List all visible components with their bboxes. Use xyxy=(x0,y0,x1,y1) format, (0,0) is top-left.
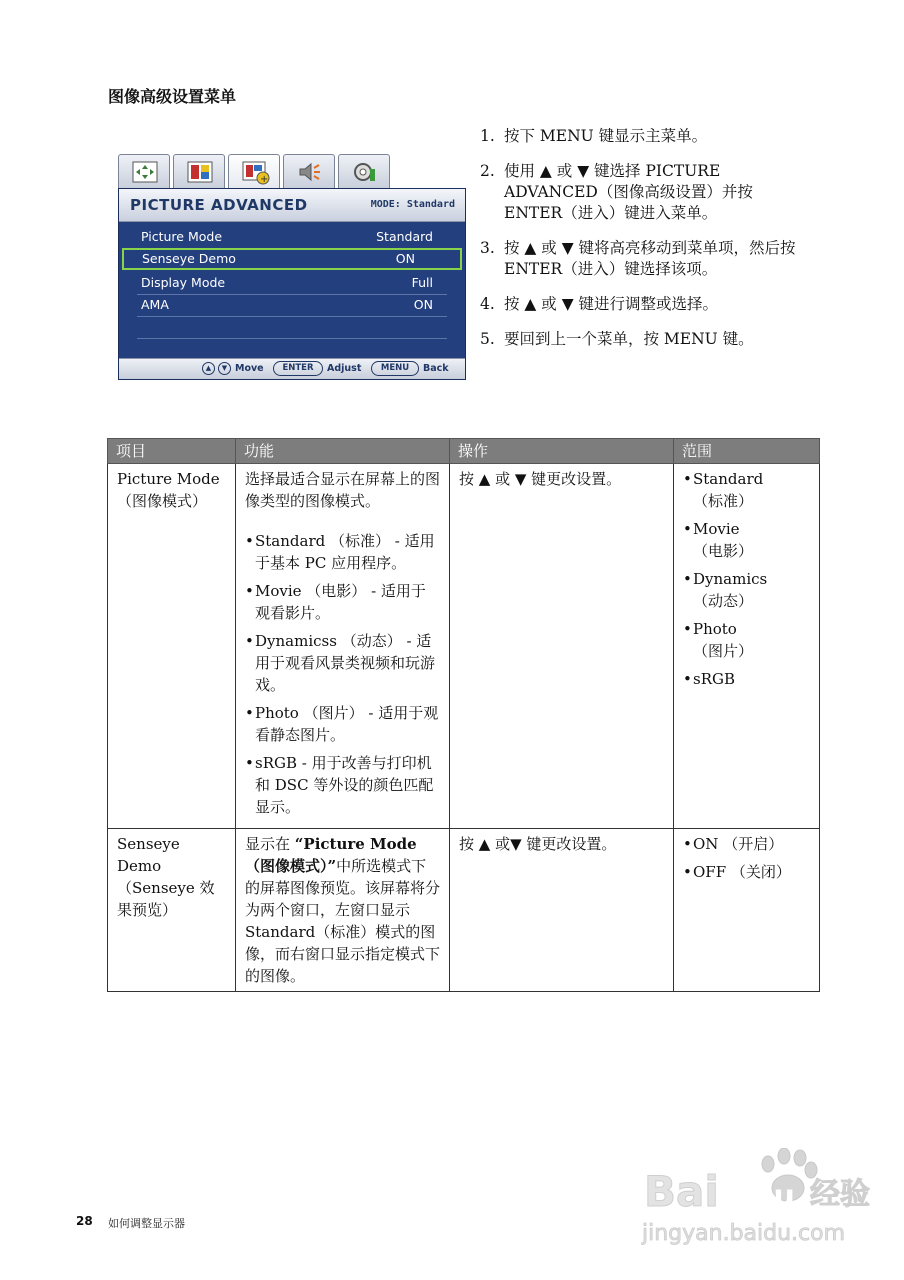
function-cell xyxy=(236,464,450,829)
range-cell xyxy=(674,829,820,992)
range-option-name: Movie xyxy=(693,520,740,538)
operation-cell xyxy=(450,464,674,829)
range-option-cn: （图片） xyxy=(693,642,754,660)
down-arrow-icon: ▼ xyxy=(218,362,231,375)
osd-mode-label: MODE: Standard xyxy=(370,199,455,210)
range-option xyxy=(683,668,810,690)
range-option-name: Dynamics xyxy=(693,570,768,588)
baidu-watermark-logo xyxy=(640,1148,876,1248)
osd-row-value: Standard xyxy=(376,229,433,244)
osd-row-label: AMA xyxy=(141,297,169,312)
item-subtitle: （Senseye 效果预览） xyxy=(117,879,215,919)
section-title: 图像高级设置菜单 xyxy=(108,87,237,106)
osd-header xyxy=(119,189,465,222)
osd-row-ama[interactable] xyxy=(137,294,447,317)
osd-row-label: Senseye Demo xyxy=(142,251,236,266)
function-bullet: • Movie （电影） - 适用于观看影片。 xyxy=(245,580,440,624)
osd-row-value: Full xyxy=(411,275,433,290)
step-number: 2. xyxy=(480,162,495,180)
svg-text:du: du xyxy=(752,1179,795,1214)
range-option-name: Photo xyxy=(693,620,737,638)
header-range: 范围 xyxy=(674,439,820,464)
back-hint: Back xyxy=(423,363,449,374)
osd-panel xyxy=(118,188,466,380)
range-cell xyxy=(674,464,820,829)
step-number: 3. xyxy=(480,239,495,257)
item-subtitle: （图像模式） xyxy=(117,492,208,510)
osd-row-empty xyxy=(137,316,447,339)
table-row xyxy=(108,829,820,992)
picture-advanced-icon xyxy=(228,154,280,190)
step-item xyxy=(480,329,810,350)
range-option xyxy=(683,468,810,512)
osd-row-value: ON xyxy=(413,297,433,312)
step-item xyxy=(480,161,810,224)
svg-text:jingyan.baidu.com: jingyan.baidu.com xyxy=(642,1221,846,1246)
page-number: 28 xyxy=(76,1214,93,1228)
step-item xyxy=(480,238,810,280)
header-operation: 操作 xyxy=(450,439,674,464)
function-bullet: • sRGB - 用于改善与打印机和 DSC 等外设的颜色匹配显示。 xyxy=(245,752,440,818)
range-option xyxy=(683,568,810,612)
range-option-name: Standard xyxy=(693,470,764,488)
function-text: 显示在 xyxy=(245,835,291,853)
function-bullet: • Photo （图片） - 适用于观看静态图片。 xyxy=(245,702,440,746)
range-option-cn: （电影） xyxy=(693,542,754,560)
range-option-cn: （动态） xyxy=(693,592,754,610)
enter-key: ENTER xyxy=(273,361,323,376)
osd-row-display-mode[interactable] xyxy=(137,272,447,295)
osd-title: PICTURE ADVANCED xyxy=(130,196,308,214)
display-icon xyxy=(118,154,170,188)
step-text: 按 ▲ 或 ▼ 键将高亮移动到菜单项，然后按 ENTER（进入）键选择该项。 xyxy=(504,239,796,278)
svg-text:经验: 经验 xyxy=(810,1177,870,1212)
audio-icon xyxy=(283,154,335,188)
system-icon xyxy=(338,154,390,188)
item-cell xyxy=(108,464,236,829)
svg-text:+: + xyxy=(260,174,269,185)
range-option xyxy=(683,618,810,662)
range-option-cn: （标准） xyxy=(693,492,754,510)
step-text: 按下 MENU 键显示主菜单。 xyxy=(504,127,708,145)
operation-cell xyxy=(450,829,674,992)
item-cell xyxy=(108,829,236,992)
step-text: 按 ▲ 或 ▼ 键进行调整或选择。 xyxy=(504,295,719,313)
table-row xyxy=(108,464,820,829)
step-text: 使用 ▲ 或 ▼ 键选择 PICTURE ADVANCED（图像高级设置）并按 ENTER（进入）键进入菜单。 xyxy=(504,162,753,222)
operation-text: 按 ▲ 或 ▼ 键更改设置。 xyxy=(459,470,622,488)
function-bold-text: “Picture Mode（图像模式）” xyxy=(245,835,417,875)
range-option: • ON （开启） xyxy=(683,833,810,855)
range-option: • OFF （关闭） xyxy=(683,861,810,883)
header-item: 项目 xyxy=(108,439,236,464)
function-intro: 选择最适合显示在屏幕上的图像类型的图像模式。 xyxy=(245,470,441,510)
step-number: 4. xyxy=(480,295,495,313)
operation-text: 按 ▲ 或▼ 键更改设置。 xyxy=(459,835,617,853)
step-text: 要回到上一个菜单，按 MENU 键。 xyxy=(504,330,754,348)
step-item xyxy=(480,126,810,147)
function-text: 中所选模式下的屏幕图像预览。该屏幕将分为两个窗口，左窗口显示 Standard（标准）模式的图像，而右窗口显示指定模式下的图像。 xyxy=(245,857,441,985)
osd-row-label: Picture Mode xyxy=(141,229,223,244)
footer-text: 如何调整显示器 xyxy=(108,1217,185,1230)
picture-icon xyxy=(173,154,225,188)
svg-text:Bai: Bai xyxy=(644,1167,719,1216)
range-option-name: sRGB xyxy=(693,670,735,688)
move-hint: Move xyxy=(235,363,264,374)
function-bullet: • Dynamicss （动态） - 适用于观看风景类视频和玩游戏。 xyxy=(245,630,440,696)
item-name: Picture Mode xyxy=(117,470,220,488)
up-arrow-icon: ▲ xyxy=(202,362,215,375)
step-item xyxy=(480,294,810,315)
range-option xyxy=(683,518,810,562)
table-header-row xyxy=(108,439,820,464)
osd-row-senseye-demo[interactable] xyxy=(122,248,462,270)
osd-row-picture-mode[interactable] xyxy=(137,226,447,249)
function-cell xyxy=(236,829,450,992)
item-name: Senseye Demo xyxy=(117,835,180,875)
instruction-steps xyxy=(480,126,810,364)
osd-row-label: Display Mode xyxy=(141,275,226,290)
header-function: 功能 xyxy=(236,439,450,464)
osd-menu xyxy=(118,154,466,380)
adjust-hint: Adjust xyxy=(327,363,362,374)
function-bullet: • Standard （标准） - 适用于基本 PC 应用程序。 xyxy=(245,530,440,574)
settings-table xyxy=(107,438,820,992)
menu-key: MENU xyxy=(371,361,419,376)
osd-tab-bar xyxy=(118,154,466,188)
osd-footer xyxy=(119,358,465,379)
step-number: 5. xyxy=(480,330,495,348)
osd-row-value: ON xyxy=(395,251,415,266)
step-number: 1. xyxy=(480,127,495,145)
